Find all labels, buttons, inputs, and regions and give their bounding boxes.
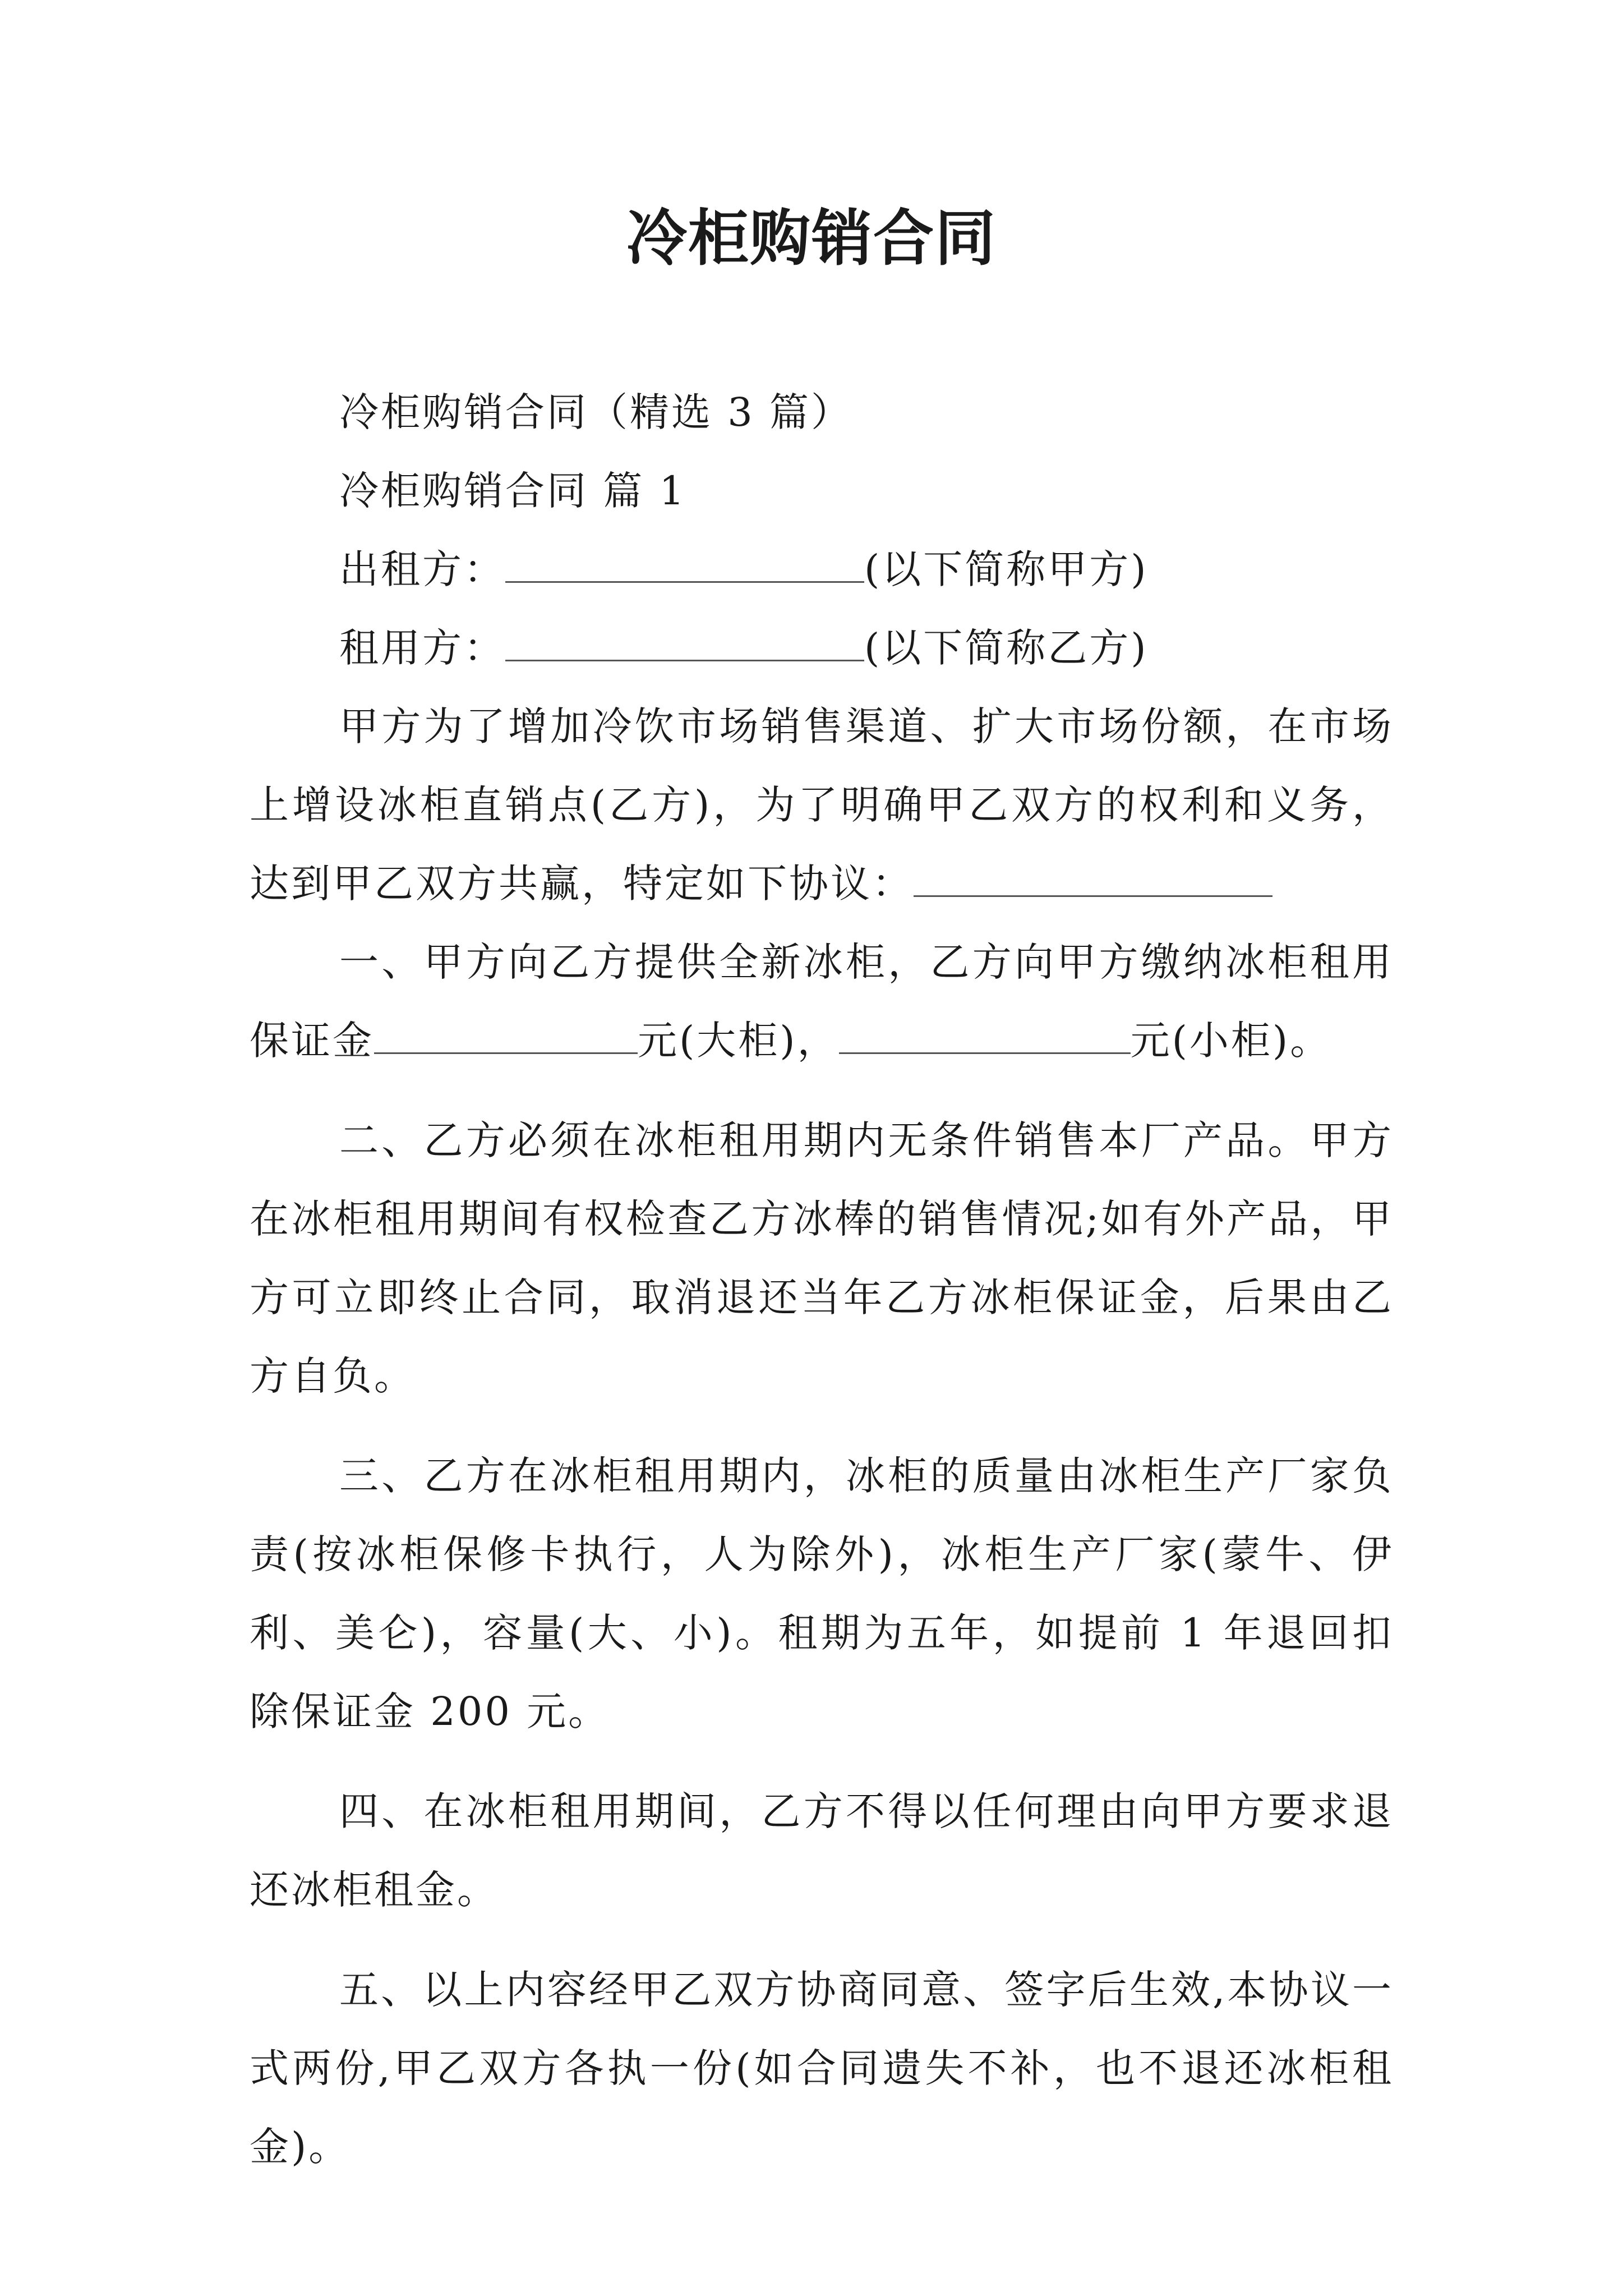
lessee-label: 租用方： (339, 625, 505, 671)
lessee-blank[interactable] (505, 625, 864, 661)
lessor-line (250, 530, 1394, 609)
lessee-line (250, 609, 1394, 687)
agreement-blank[interactable] (914, 861, 1272, 897)
clause-1-text: 一、甲方向乙方提供全新冰柜，乙方向甲方缴纳冰柜租用保证金 (250, 939, 1394, 1064)
clause-1-small: 元(小柜)。 (1130, 1018, 1332, 1064)
lessor-suffix: (以下简称甲方) (864, 546, 1149, 592)
clause-1-large: 元(大柜)， (638, 1018, 839, 1064)
clause-4: 四、在冰柜租用期间，乙方不得以任何理由向甲方要求退还冰柜租金。 (250, 1788, 1394, 1913)
lessee-suffix: (以下简称乙方) (864, 625, 1149, 671)
deposit-large-blank[interactable] (374, 1018, 638, 1054)
clause-2: 二、乙方必须在冰柜租用期内无条件销售本厂产品。甲方在冰柜租用期间有权检查乙方冰棒的销售情况;如有外产品，甲方可立即终止合同，取消退还当年乙方冰柜保证金，后果由乙方自负。 (250, 1117, 1394, 1399)
clause-1 (250, 923, 1394, 1080)
clause-5: 五、以上内容经甲乙双方协商同意、签字后生效,本协议一式两份,甲乙双方各执一份(如合同遗失不补，也不退还冰柜租金)。 (250, 1967, 1394, 2170)
document-subtitle: 冷柜购销合同（精选 3 篇） (339, 389, 853, 435)
intro-text: 甲方为了增加冷饮市场销售渠道、扩大市场份额，在市场上增设冰柜直销点(乙方)，为了明确甲乙双方的权利和义务，达到甲乙双方共赢，特定如下协议： (250, 703, 1394, 907)
lessor-blank[interactable] (505, 546, 864, 583)
lessor-label: 出租方： (339, 546, 505, 592)
clause-3: 三、乙方在冰柜租用期内，冰柜的质量由冰柜生产厂家负责(按冰柜保修卡执行，人为除外)，冰柜生产厂家(蒙牛、伊利、美仑)，容量(大、小)。租期为五年，如提前 1 年退回扣除保证金 200 元。 (250, 1453, 1394, 1734)
deposit-small-blank[interactable] (839, 1018, 1131, 1054)
document-body (250, 373, 1394, 2186)
section-heading: 冷柜购销合同 篇 1 (339, 468, 687, 514)
intro-paragraph (250, 687, 1394, 923)
document-title: 冷柜购销合同 (626, 203, 997, 274)
